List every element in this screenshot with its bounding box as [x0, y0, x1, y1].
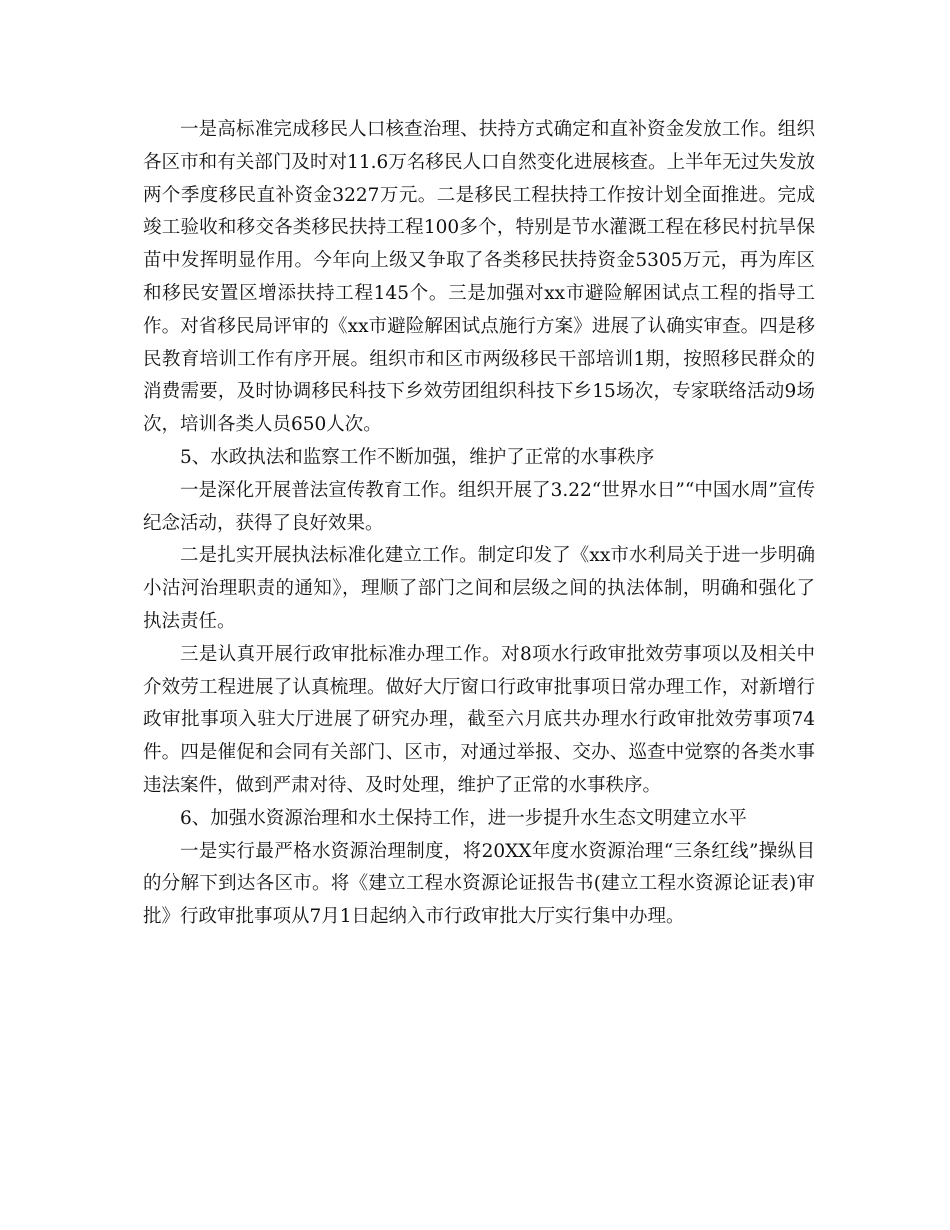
section-heading-water-resources: 6、加强水资源治理和水土保持工作，进一步提升水生态文明建立水平 — [180, 807, 747, 829]
paragraph-legal-publicity: 一是深化开展普法宣传教育工作。组织开展了3.22“世界水日”“中国水周”宣传纪念活动，获得了良好效果。 — [143, 479, 815, 534]
document-body — [143, 114, 815, 934]
section-heading-water-law-enforcement: 5、水政执法和监察工作不断加强，维护了正常的水事秩序 — [180, 446, 655, 468]
paragraph-administrative-approval: 三是认真开展行政审批标准办理工作。对8项水行政审批效劳事项以及相关中介效劳工程进展了认真梳理。做好大厅窗口行政审批事项日常办理工作，对新增行政审批事项入驻大厅进展了研究办理，截至六月底共办理水行政审批效劳事项74件。四是催促和会同有关部门、区市，对通过举报、交办、巡查中觉察的各类水事违法案件，做到严肃对待、及时处理，维护了正常的水事秩序。 — [143, 643, 815, 796]
paragraph-resettlement-work: 一是高标准完成移民人口核查治理、扶持方式确定和直补资金发放工作。组织各区市和有关部门及时对11.6万名移民人口自然变化进展核查。上半年无过失发放两个季度移民直补资金3227万元。二是移民工程扶持工作按计划全面推进。完成竣工验收和移交各类移民扶持工程100多个，特别是节水灌溉工程在移民村抗旱保苗中发挥明显作用。今年向上级又争取了各类移民扶持资金5305万元，再为库区和移民安置区增添扶持工程145个。三是加强对xx市避险解困试点工程的指导工作。对省移民局评审的《xx市避险解困试点施行方案》进展了认确实审查。四是移民教育培训工作有序开展。组织市和区市两级移民干部培训1期，按照移民群众的消费需要，及时协调移民科技下乡效劳团组织科技下乡15场次，专家联络活动9场次，培训各类人员650人次。 — [143, 119, 815, 436]
paragraph-water-resource-management: 一是实行最严格水资源治理制度，将20XX年度水资源治理“三条红线”操纵目的分解下到达各区市。将《建立工程水资源论证报告书(建立工程水资源论证表)审批》行政审批事项从7月1日起纳入市行政审批大厅实行集中办理。 — [143, 840, 815, 928]
paragraph-law-enforcement-standardization: 二是扎实开展执法标准化建立工作。制定印发了《xx市水利局关于进一步明确小沽河治理职责的通知》，理顺了部门之间和层级之间的执法体制，明确和强化了执法责任。 — [143, 545, 815, 632]
